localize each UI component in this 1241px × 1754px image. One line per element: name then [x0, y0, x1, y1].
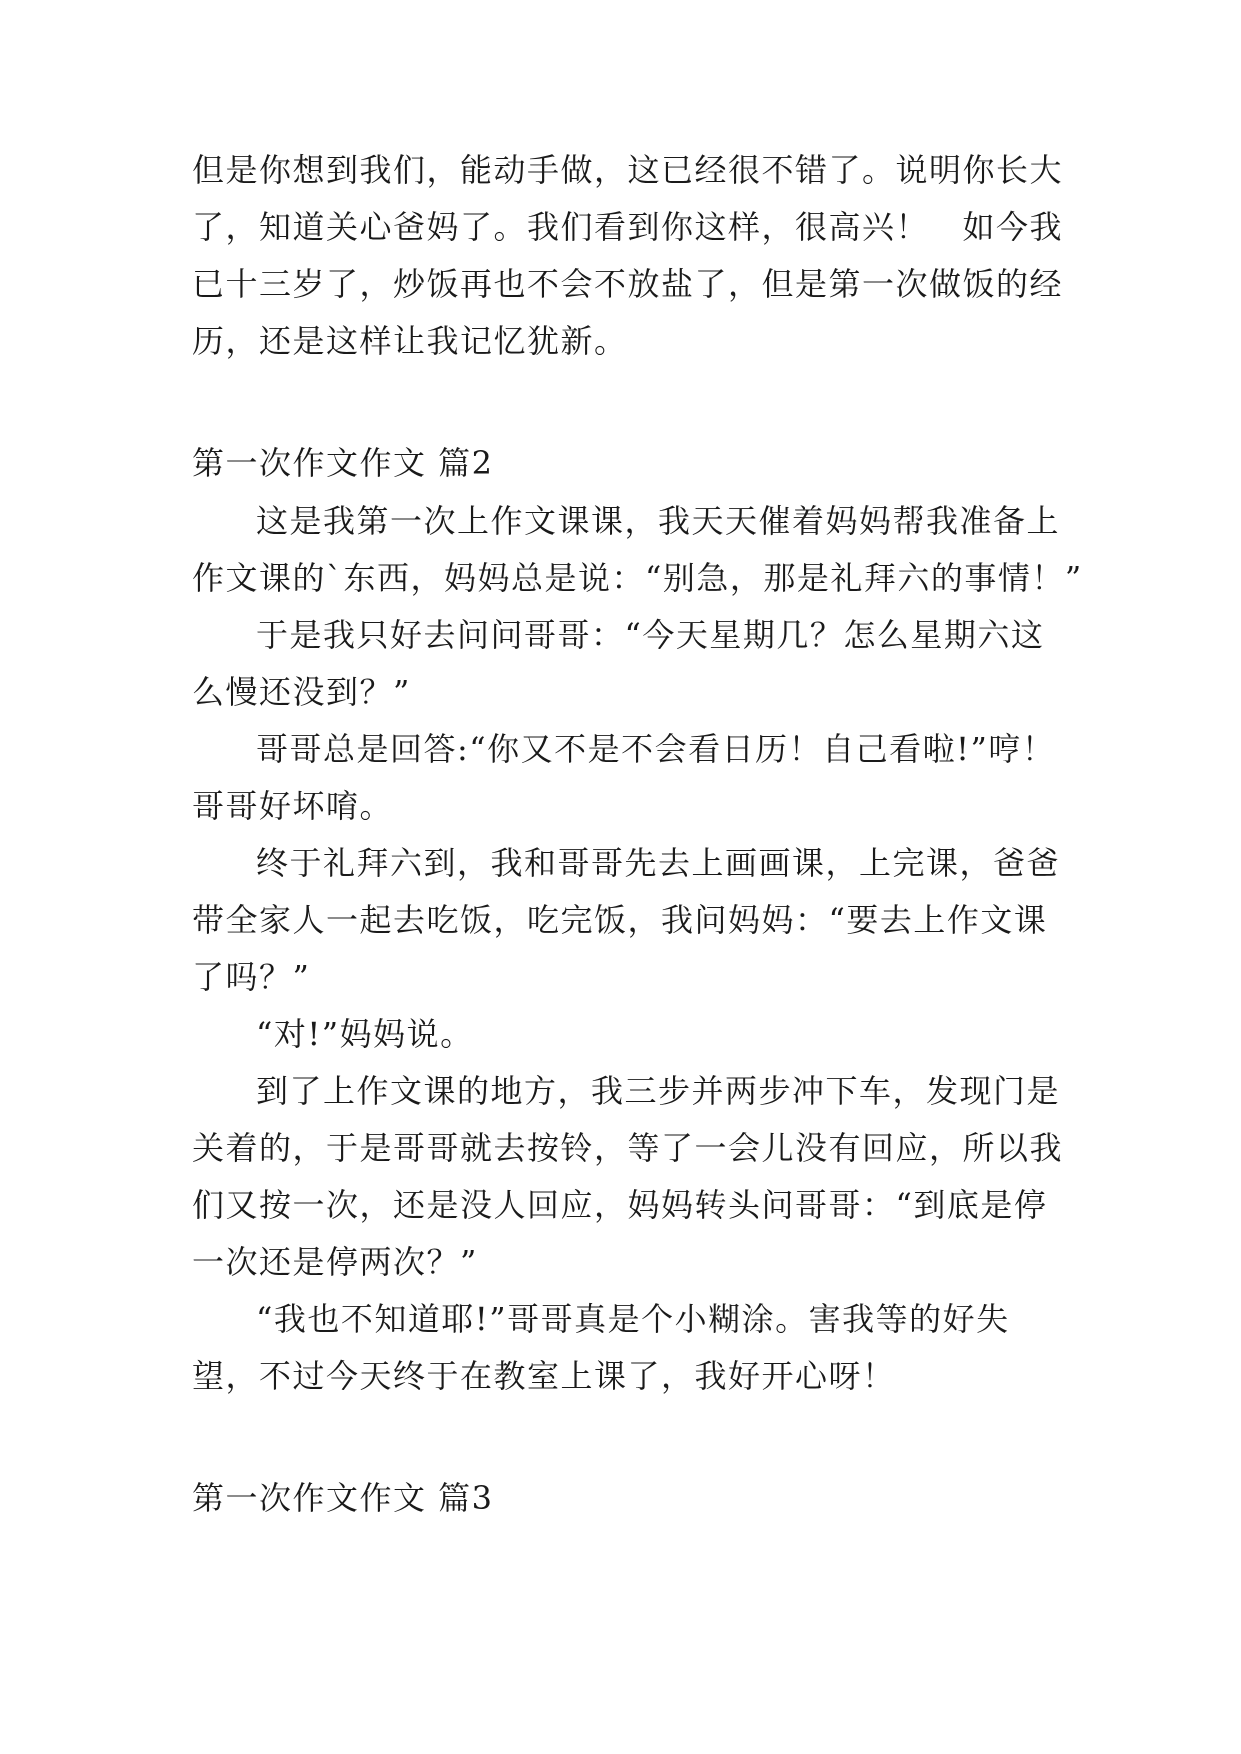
section-heading: 第一次作文作文 篇2: [192, 444, 494, 482]
paragraph-line: 于是我只好去问问哥哥：“今天星期几？怎么星期六这: [256, 616, 1045, 654]
section-heading: 第一次作文作文 篇3: [192, 1479, 494, 1517]
paragraph-line: 了吗？”: [192, 958, 311, 996]
paragraph-line: 终于礼拜六到，我和哥哥先去上画画课，上完课，爸爸: [256, 844, 1061, 882]
paragraph-line: 望，不过今天终于在教室上课了，我好开心呀！: [192, 1357, 896, 1395]
paragraph-line: 哥哥好坏唷。: [192, 787, 394, 825]
paragraph-line: 已十三岁了，炒饭再也不会不放盐了，但是第一次做饭的经: [192, 265, 1064, 303]
paragraph-line: 历，还是这样让我记忆犹新。: [192, 322, 628, 360]
paragraph-line: 哥哥总是回答:“你又不是不会看日历！自己看啦!”哼！: [256, 730, 1056, 768]
paragraph-line: 作文课的`东西，妈妈总是说：“别急，那是礼拜六的事情！”: [192, 559, 1083, 597]
paragraph-line: 关着的，于是哥哥就去按铃，等了一会儿没有回应，所以我: [192, 1129, 1064, 1167]
paragraph-line: “对!”妈妈说。: [256, 1015, 474, 1053]
paragraph-line: “我也不知道耶!”哥哥真是个小糊涂。害我等的好失: [256, 1300, 1010, 1338]
paragraph-line: 这是我第一次上作文课课，我天天催着妈妈帮我准备上: [256, 502, 1061, 540]
paragraph-line: 到了上作文课的地方，我三步并两步冲下车，发现门是: [256, 1072, 1061, 1110]
paragraph-line: 么慢还没到？”: [192, 673, 411, 711]
paragraph-line: 们又按一次，还是没人回应，妈妈转头问哥哥：“到底是停: [192, 1186, 1048, 1224]
paragraph-line: 一次还是停两次？”: [192, 1243, 478, 1281]
paragraph-line: 了，知道关心爸妈了。我们看到你这样，很高兴！ 如今我: [192, 208, 1064, 246]
paragraph-line: 但是你想到我们，能动手做，这已经很不错了。说明你长大: [192, 151, 1064, 189]
paragraph-line: 带全家人一起去吃饭，吃完饭，我问妈妈：“要去上作文课: [192, 901, 1048, 939]
